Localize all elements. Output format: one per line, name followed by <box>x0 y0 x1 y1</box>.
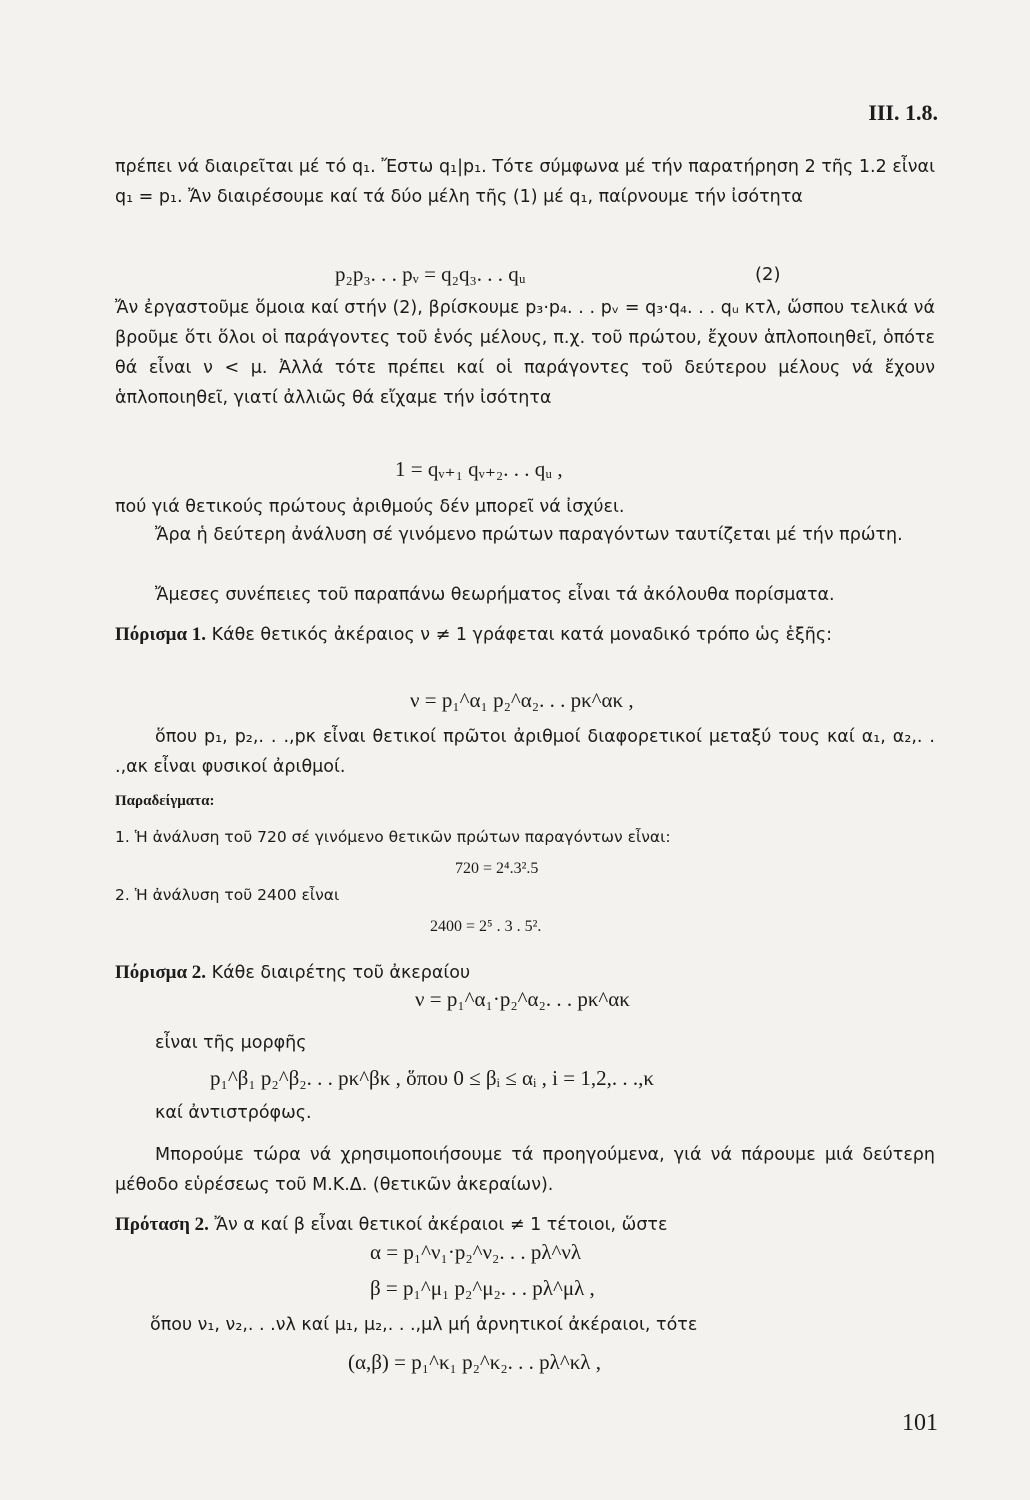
paragraph-3: πού γιά θετικούς πρώτους ἀριθμούς δέν μπορεῖ νά ἰσχύει. <box>115 497 625 517</box>
corollary-2-label: Πόρισμα 2. <box>115 962 207 983</box>
proposition-2-equation-a: α = p₁^ν₁·p₂^ν₂. . . pλ^νλ <box>370 1240 582 1264</box>
corollary-1-equation: ν = p₁^α₁ p₂^α₂. . . pκ^ακ , <box>410 688 634 712</box>
proposition-2-after: ὅπου ν₁, ν₂,. . .νλ καί μ₁, μ₂,. . .,μλ μή ἀρνητικοί ἀκέραιοι, τότε <box>150 1315 698 1335</box>
corollary-1-label: Πόρισμα 1. <box>115 624 207 645</box>
example-1: 1. Ἡ ἀνάλυση τοῦ 720 σέ γινόμενο θετικῶν πρώτων παραγόντων εἶναι: <box>115 828 671 846</box>
corollary-2-line2: εἶναι τῆς μορφῆς <box>155 1033 307 1053</box>
corollary-1-after: ὅπου p₁, p₂,. . .,pκ εἶναι θετικοί πρῶτοι ἀριθμοί διαφορετικοί μεταξύ τους καί α₁, α₂,. . .,ακ εἶναι φυσικοί ἀριθμοί. <box>115 727 935 777</box>
corollary-1-text: Κάθε θετικός ἀκέραιος ν ≠ 1 γράφεται κατά μοναδικό τρόπο ὡς ἑξῆς: <box>211 625 833 645</box>
corollary-2-equation: ν = p₁^α₁·p₂^α₂. . . pκ^ακ <box>415 987 630 1011</box>
paragraph-2: Ἄν ἐργαστοῦμε ὅμοια καί στήν (2), βρίσκουμε p₃·p₄. . . pᵥ = q₃·q₄. . . qᵤ κτλ, ὥσπου τελικά νά βροῦμε ὅτι ὅλοι οἱ παράγοντες τοῦ ἑνός μέλους, π.χ. τοῦ πρώτου, ἔχουν ἁπλοποιηθεῖ, ὁπότε θά εἶναι ν < μ. Ἀλλά τότε πρέπει καί οἱ παράγοντες τοῦ δεύτερου μέλους νά ἔχουν ἁπλοποιηθεῖ, γιατί ἀλλιῶς θά εἴχαμε τήν ἰσότητα <box>115 298 935 408</box>
paragraph-1: πρέπει νά διαιρεῖται μέ τό q₁. Ἔστω q₁|p₁. Τότε σύμφωνα μέ τήν παρατήρηση 2 τῆς 1.2 εἶναι q₁ = p₁. Ἄν διαιρέσουμε καί τά δύο μέλη τῆς (1) μέ q₁, παίρνουμε τήν ἰσότητα <box>115 157 935 207</box>
proposition-2-equation-c: (α,β) = p₁^κ₁ p₂^κ₂. . . pλ^κλ , <box>348 1350 601 1374</box>
examples-heading: Παραδείγματα: <box>115 793 215 809</box>
paragraph-4: Ἄρα ἡ δεύτερη ἀνάλυση σέ γινόμενο πρώτων παραγόντων ταυτίζεται μέ τήν πρώτη. <box>155 525 903 545</box>
page-number: 101 <box>902 1410 938 1436</box>
equation-2-label: (2) <box>755 264 781 285</box>
corollary-2-text: Κάθε διαιρέτης τοῦ ἀκεραίου <box>211 963 471 983</box>
proposition-2-label: Πρόταση 2. <box>115 1214 209 1235</box>
proposition-2-equation-b: β = p₁^μ₁ p₂^μ₂. . . pλ^μλ , <box>370 1276 595 1300</box>
paragraph-5: Ἄμεσες συνέπειες τοῦ παραπάνω θεωρήματος εἶναι τά ἀκόλουθα πορίσματα. <box>155 585 835 605</box>
corollary-2-equation-2: p₁^β₁ p₂^β₂. . . pκ^βκ , ὅπου 0 ≤ βᵢ ≤ αᵢ , i = 1,2,. . .,κ <box>210 1066 654 1090</box>
example-2: 2. Ἡ ἀνάλυση τοῦ 2400 εἶναι <box>115 886 340 904</box>
paragraph-6: Μπορούμε τώρα νά χρησιμοποιήσουμε τά προηγούμενα, γιά νά πάρουμε μιά δεύτερη μέθοδο εὑρέσεως τοῦ Μ.Κ.Δ. (θετικῶν ἀκεραίων). <box>115 1145 935 1195</box>
corollary-2-line3: καί ἀντιστρόφως. <box>155 1103 312 1123</box>
running-header: ΙΙΙ. 1.8. <box>868 100 938 125</box>
equation-3: 1 = qᵥ₊₁ qᵥ₊₂. . . qᵤ , <box>395 457 563 481</box>
proposition-2-text: Ἄν α καί β εἶναι θετικοί ἀκέραιοι ≠ 1 τέτοιοι, ὥστε <box>214 1215 668 1235</box>
equation-2: p₂p₃. . . pᵥ = q₂q₃. . . qᵤ <box>335 262 526 286</box>
corollary-1 <box>115 620 935 650</box>
corollary-2 <box>115 958 935 988</box>
proposition-2 <box>115 1210 935 1240</box>
example-1-equation: 720 = 2⁴.3².5 <box>455 860 539 877</box>
example-2-equation: 2400 = 2⁵ . 3 . 5². <box>430 918 542 935</box>
